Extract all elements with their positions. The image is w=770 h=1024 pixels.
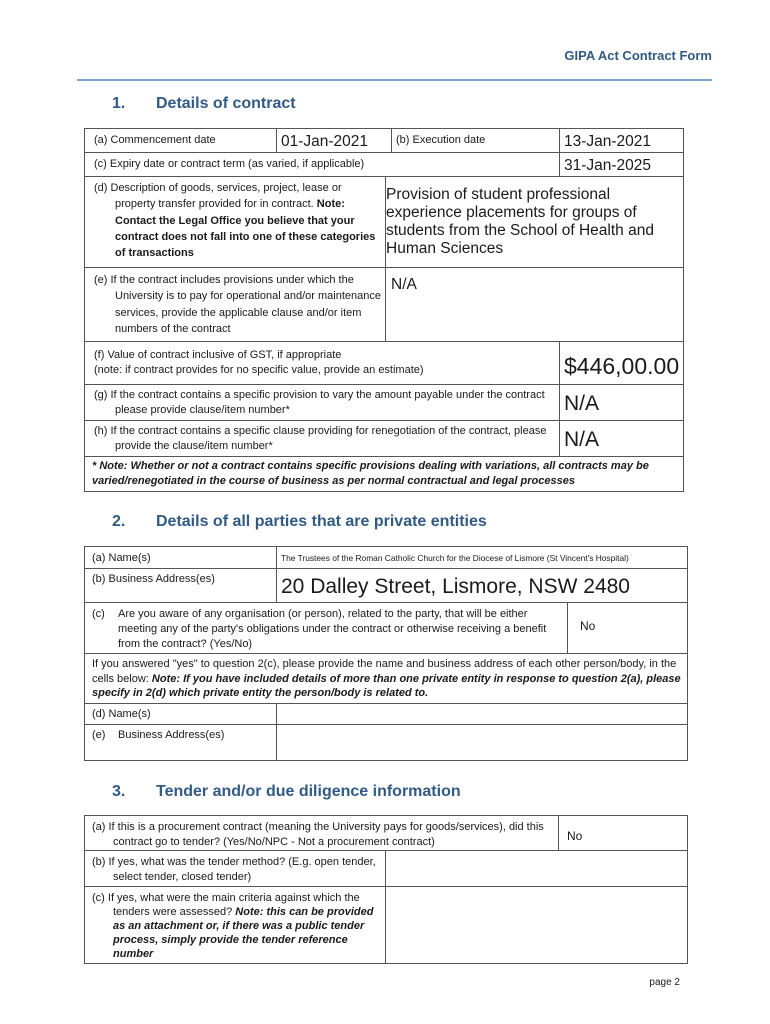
- variation-clause-value: N/A: [564, 392, 600, 415]
- page-number: page 2: [649, 977, 680, 988]
- tender-question: (a) If this is a procurement contract (meaning the University pays for goods/services), did this contract go to tender? (Yes/No/NPC - Not a procurement contract): [92, 821, 544, 848]
- description-label: [94, 180, 383, 261]
- execution-date-value: 13-Jan-2021: [564, 133, 652, 150]
- section3-number: 3.: [112, 783, 126, 800]
- variation-footnote: * Note: Whether or not a contract contains specific provisions dealing with variations, all contracts may be varied/renegotiated in the course of business as per normal contractual and legal processes: [92, 460, 649, 487]
- description-value: Provision of student professional experience placements for groups of students from the School of Health and Human Sciences: [386, 186, 654, 257]
- section1-heading: [112, 95, 296, 113]
- business-address-value: 20 Dalley Street, Lismore, NSW 2480: [281, 575, 630, 598]
- business-address-label: (b) Business Address(es): [92, 573, 215, 585]
- expiry-date-value: 31-Jan-2025: [564, 157, 652, 174]
- tender-criteria-label: [92, 891, 381, 961]
- party-name-label: (a) Name(s): [92, 552, 151, 564]
- variation-clause-label: (g) If the contract contains a specific provision to vary the amount payable under the contract please provide clause/item number*: [94, 389, 545, 416]
- related-party-answer: No: [580, 619, 596, 633]
- related-party-instructions: [92, 657, 682, 701]
- section3-title: Tender and/or due diligence information: [156, 783, 461, 800]
- contract-value: $446,00.00: [564, 353, 680, 379]
- section1-number: 1.: [112, 95, 126, 112]
- related-party-instructions-text: If you answered "yes" to question 2(c), please provide the name and business address of each other person/body, in the cells below:: [92, 658, 677, 685]
- expiry-date-label: (c) Expiry date or contract term (as varied, if applicable): [94, 158, 365, 170]
- description-label-text: (d) Description of goods, services, project, lease or property transfer provided for in contract.: [94, 182, 342, 211]
- form-title: GIPA Act Contract Form: [564, 48, 712, 63]
- related-party-instructions-note: Note: If you have included details of more than one private entity in response to question 2(a), please specify in 2(d) which private entity the person/body is related to.: [92, 672, 681, 699]
- maintenance-provisions-label: (e) If the contract includes provisions under which the University is to pay for operational and/or maintenance services, provide the applicable clause and/or item numbers of the contract: [94, 274, 381, 335]
- related-address-label: Business Address(es): [118, 729, 225, 741]
- related-name-label: (d) Name(s): [92, 708, 151, 720]
- related-address-marker: (e): [92, 729, 106, 741]
- party-name-value: The Trustees of the Roman Catholic Church for the Diocese of Lismore (St Vincent's Hospital): [281, 553, 629, 563]
- execution-date-label: (b) Execution date: [396, 134, 486, 146]
- section3-heading: [112, 783, 461, 801]
- section2-number: 2.: [112, 513, 126, 530]
- commencement-date-value: 01-Jan-2021: [281, 133, 369, 150]
- description-note: Note: Contact the Legal Office you believe that your contract does not fall into one of these categories of transactions: [115, 198, 376, 260]
- contract-value-label: [94, 348, 554, 378]
- section1-title: Details of contract: [156, 95, 296, 112]
- contract-value-label-line1: (f) Value of contract inclusive of GST, if appropriate: [94, 349, 342, 361]
- tender-answer: No: [567, 829, 583, 843]
- commencement-date-label: (a) Commencement date: [94, 134, 216, 146]
- tender-method-label: (b) If yes, what was the tender method? (E.g. open tender, select tender, closed tender): [92, 856, 376, 883]
- section2-title: Details of all parties that are private entities: [156, 513, 487, 530]
- header-rule: [77, 79, 712, 81]
- renegotiation-clause-label: (h) If the contract contains a specific clause providing for renegotiation of the contract, please provide the clause/item number*: [94, 425, 547, 452]
- renegotiation-clause-value: N/A: [564, 428, 600, 451]
- tender-criteria-note: Note: this can be provided as an attachment or, if there was a public tender process, simply provide the tender reference number: [113, 906, 374, 960]
- maintenance-provisions-value: N/A: [391, 276, 417, 293]
- contract-value-label-line2: (note: if contract provides for no specific value, provide an estimate): [94, 364, 424, 376]
- related-party-marker: (c): [92, 608, 105, 620]
- tender-criteria-label-text: (c) If yes, what were the main criteria against which the tenders were assessed?: [92, 892, 360, 918]
- related-party-question: Are you aware of any organisation (or person), related to the party, that will be either meeting any of the party's obligations under the contract or otherwise receiving a benefit from the contract? (Yes/No): [118, 608, 547, 650]
- section2-heading: [112, 513, 487, 531]
